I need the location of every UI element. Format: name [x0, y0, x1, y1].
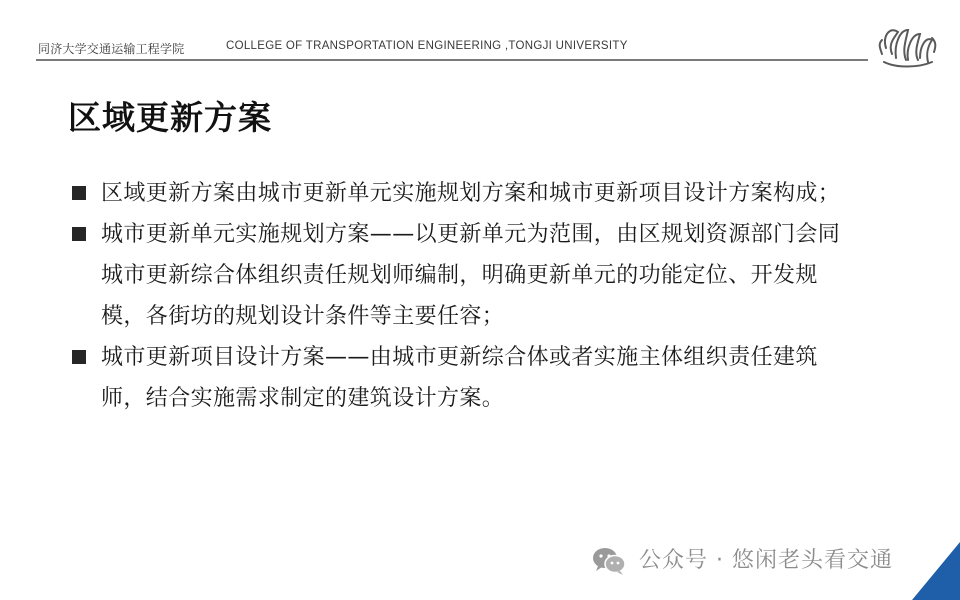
university-logo-icon: [876, 18, 938, 74]
bullet-text: 区域更新方案由城市更新单元实施规划方案和城市更新项目设计方案构成；: [101, 181, 841, 206]
slide-title: 区域更新方案: [68, 98, 272, 137]
watermark: [592, 544, 893, 578]
wechat-icon: [592, 546, 626, 576]
bullet-square-icon: [72, 186, 86, 200]
bullet-text: 城市更新单元实施规划方案——以更新单元为范围，由区规划资源部门会同城市更新综合体组织责任规划师编制，明确更新单元的功能定位、开发规模，各街坊的规划设计条件等主要任容；: [101, 222, 841, 329]
corner-accent: [912, 542, 960, 600]
header-divider: [36, 59, 868, 61]
bullet-item: [70, 337, 850, 419]
bullet-list: [70, 173, 850, 419]
bullet-item: [70, 214, 850, 337]
school-name-cn: 同济大学交通运输工程学院: [38, 42, 185, 56]
school-name-en: COLLEGE OF TRANSPORTATION ENGINEERING ,TONGJI UNIVERSITY: [226, 40, 628, 52]
bullet-text: 城市更新项目设计方案——由城市更新综合体或者实施主体组织责任建筑师，结合实施需求制定的建筑设计方案。: [101, 345, 818, 411]
bullet-item: [70, 173, 850, 214]
bullet-square-icon: [72, 350, 86, 364]
watermark-text: 公众号 · 悠闲老头看交通: [639, 548, 893, 573]
slide-header: [38, 36, 868, 60]
bullet-square-icon: [72, 227, 86, 241]
